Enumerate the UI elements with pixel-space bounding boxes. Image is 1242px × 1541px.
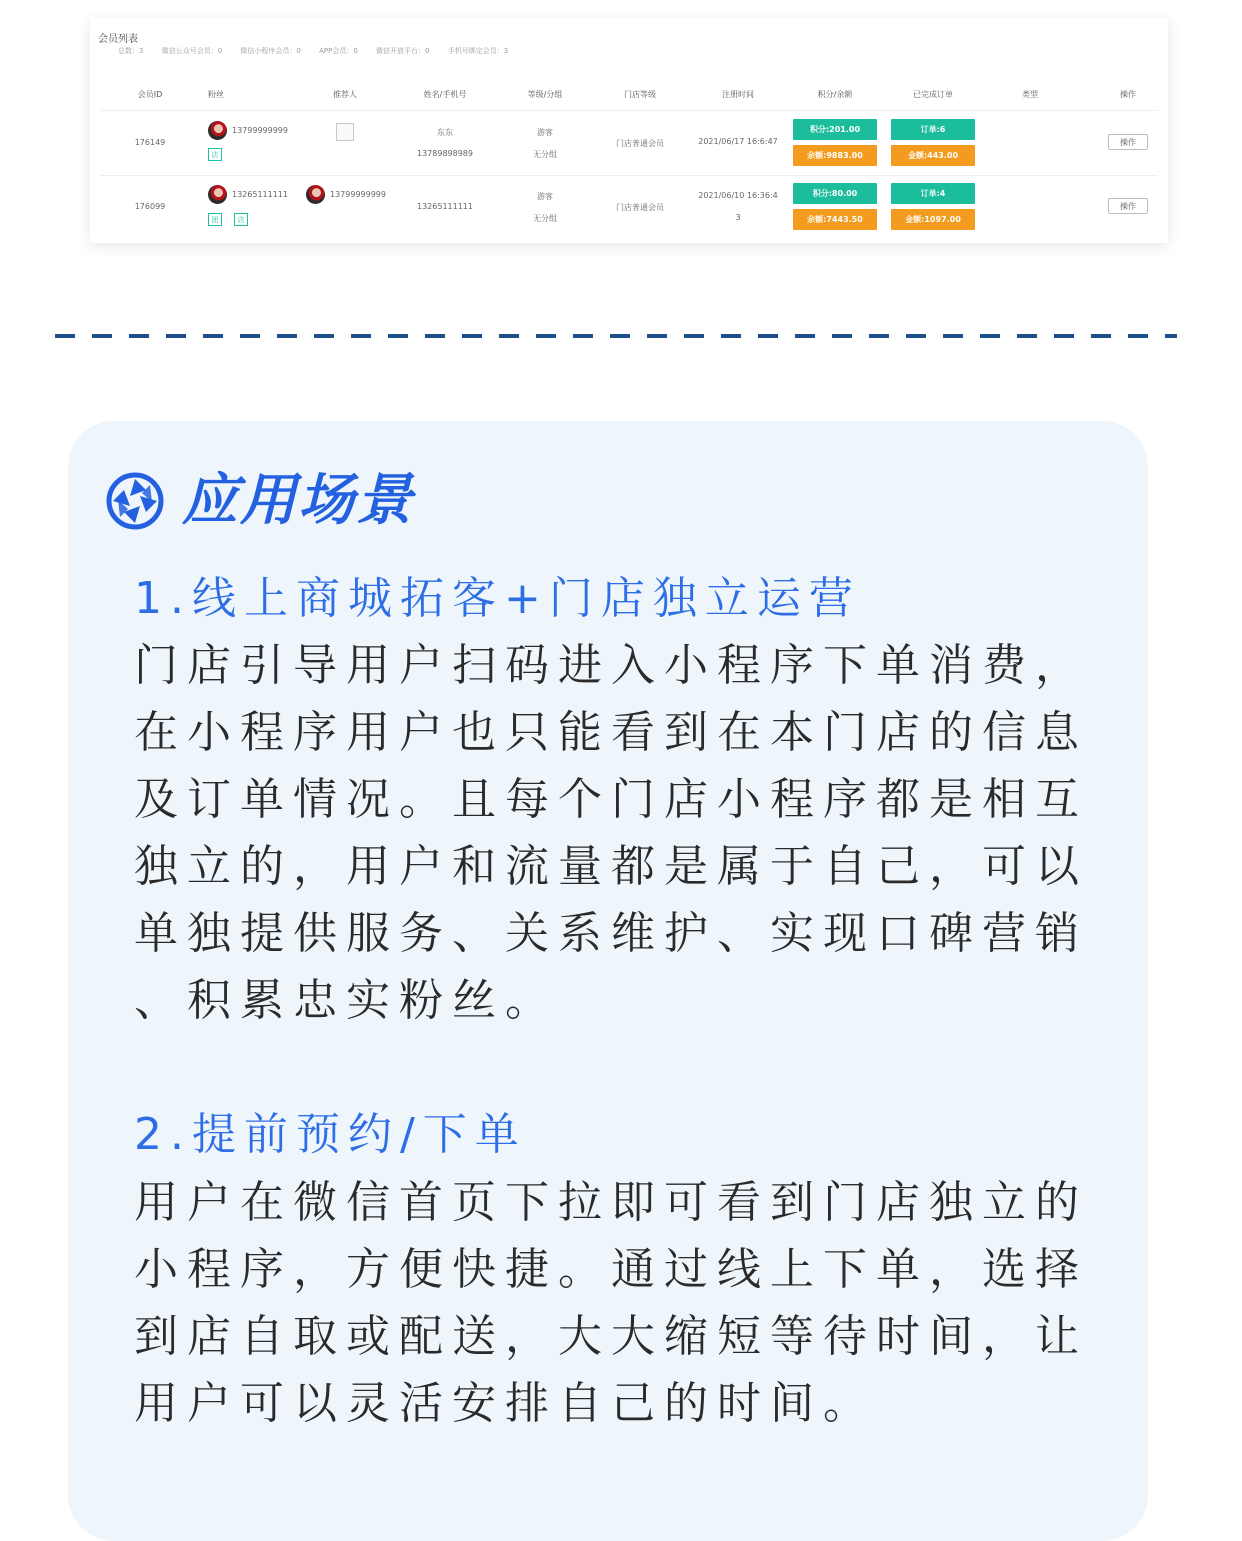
section-heading: 1.线上商城拓客+门店独立运营 bbox=[134, 573, 861, 624]
col-store-level: 门店等级 bbox=[624, 90, 656, 99]
amount-badge: 金额:1097.00 bbox=[891, 209, 975, 230]
fan-avatar bbox=[208, 185, 227, 204]
store-tag: 店 bbox=[234, 213, 248, 226]
member-level: 游客 bbox=[537, 192, 553, 201]
register-time: 2021/06/10 16:36:4 bbox=[698, 191, 778, 200]
store-level: 门店普通会员 bbox=[616, 203, 664, 212]
dashed-divider bbox=[55, 334, 1177, 338]
member-group: 无分组 bbox=[533, 214, 557, 223]
col-member-id: 会员ID bbox=[137, 90, 163, 99]
balance-badge: 余额:7443.50 bbox=[793, 209, 877, 230]
register-time: 2021/06/17 16:6:47 bbox=[698, 137, 778, 146]
points-badge: 积分:80.00 bbox=[793, 183, 877, 204]
member-id: 176149 bbox=[134, 138, 166, 147]
referrer-avatar bbox=[306, 185, 325, 204]
body-line: 用户在微信首页下拉即可看到门店独立的 bbox=[134, 1177, 1088, 1228]
body-line: 门店引导用户扫码进入小程序下单消费， bbox=[134, 640, 1088, 691]
stat-wechat-miniprogram: 微信小程序会员：0 bbox=[240, 47, 301, 55]
body-line: 到店自取或配送，大大缩短等待时间，让 bbox=[134, 1311, 1088, 1362]
group-tag: 团 bbox=[208, 213, 222, 226]
col-points-balance: 积分/余额 bbox=[817, 90, 853, 99]
member-list-panel bbox=[90, 18, 1168, 243]
stat-app: APP会员：0 bbox=[319, 47, 358, 55]
col-level-group: 等级/分组 bbox=[527, 90, 563, 99]
member-group: 无分组 bbox=[533, 150, 557, 159]
referrer-phone: 13799999999 bbox=[330, 190, 386, 199]
member-phone: 13265111111 bbox=[417, 202, 473, 211]
body-line: 及订单情况。且每个门店小程序都是相互 bbox=[134, 774, 1088, 825]
register-time-cont: 3 bbox=[735, 213, 741, 222]
camera-shutter-icon bbox=[106, 472, 164, 530]
table-row bbox=[100, 111, 1158, 176]
fan-avatar bbox=[208, 121, 227, 140]
col-register-time: 注册时间 bbox=[722, 90, 754, 99]
action-button[interactable]: 操作 bbox=[1108, 134, 1148, 150]
member-stats bbox=[118, 46, 524, 56]
amount-badge: 金额:443.00 bbox=[891, 145, 975, 166]
section-body bbox=[134, 1169, 1104, 1437]
store-tag: 店 bbox=[208, 148, 222, 161]
action-button[interactable]: 操作 bbox=[1108, 198, 1148, 214]
fan-phone: 13799999999 bbox=[232, 126, 288, 135]
col-type: 类型 bbox=[1022, 90, 1038, 99]
store-level: 门店普通会员 bbox=[616, 139, 664, 148]
balance-badge: 余额:9883.00 bbox=[793, 145, 877, 166]
col-fans: 粉丝 bbox=[208, 90, 224, 99]
col-actions: 操作 bbox=[1120, 90, 1136, 99]
member-id: 176099 bbox=[134, 202, 166, 211]
body-line: 单独提供服务、关系维护、实现口碑营销 bbox=[134, 908, 1088, 959]
points-badge: 积分:201.00 bbox=[793, 119, 877, 140]
orders-badge: 订单:4 bbox=[891, 183, 975, 204]
body-line: 独立的，用户和流量都是属于自己，可以 bbox=[134, 841, 1088, 892]
panel-title: 会员列表 bbox=[98, 34, 138, 45]
body-line: 用户可以灵活安排自己的时间。 bbox=[134, 1378, 876, 1429]
member-level: 游客 bbox=[537, 128, 553, 137]
stat-phone-bound: 手机号绑定会员：3 bbox=[447, 47, 509, 55]
member-name: 东东 bbox=[437, 128, 453, 137]
col-name-phone: 姓名/手机号 bbox=[423, 90, 467, 99]
body-line: 、积累忠实粉丝。 bbox=[134, 975, 558, 1026]
stat-wechat-open: 微信开放平台：0 bbox=[376, 47, 430, 55]
body-line: 小程序，方便快捷。通过线上下单，选择 bbox=[134, 1244, 1088, 1295]
col-completed-orders: 已完成订单 bbox=[913, 90, 953, 99]
col-referrer: 推荐人 bbox=[333, 90, 357, 99]
section-heading: 2.提前预约/下单 bbox=[134, 1109, 527, 1160]
stat-total: 总数：3 bbox=[118, 47, 144, 55]
stat-wechat-official: 微信公众号会员：0 bbox=[161, 47, 223, 55]
table-header bbox=[100, 80, 1158, 111]
body-line: 在小程序用户也只能看到在本门店的信息 bbox=[134, 707, 1088, 758]
referrer-broken-image-icon bbox=[336, 123, 354, 141]
orders-badge: 订单:6 bbox=[891, 119, 975, 140]
section-body bbox=[134, 632, 1104, 1034]
fan-phone: 13265111111 bbox=[232, 190, 288, 199]
member-phone: 13789898989 bbox=[417, 149, 473, 158]
table-row bbox=[100, 175, 1158, 239]
scenario-title: 应用场景 bbox=[182, 468, 414, 533]
